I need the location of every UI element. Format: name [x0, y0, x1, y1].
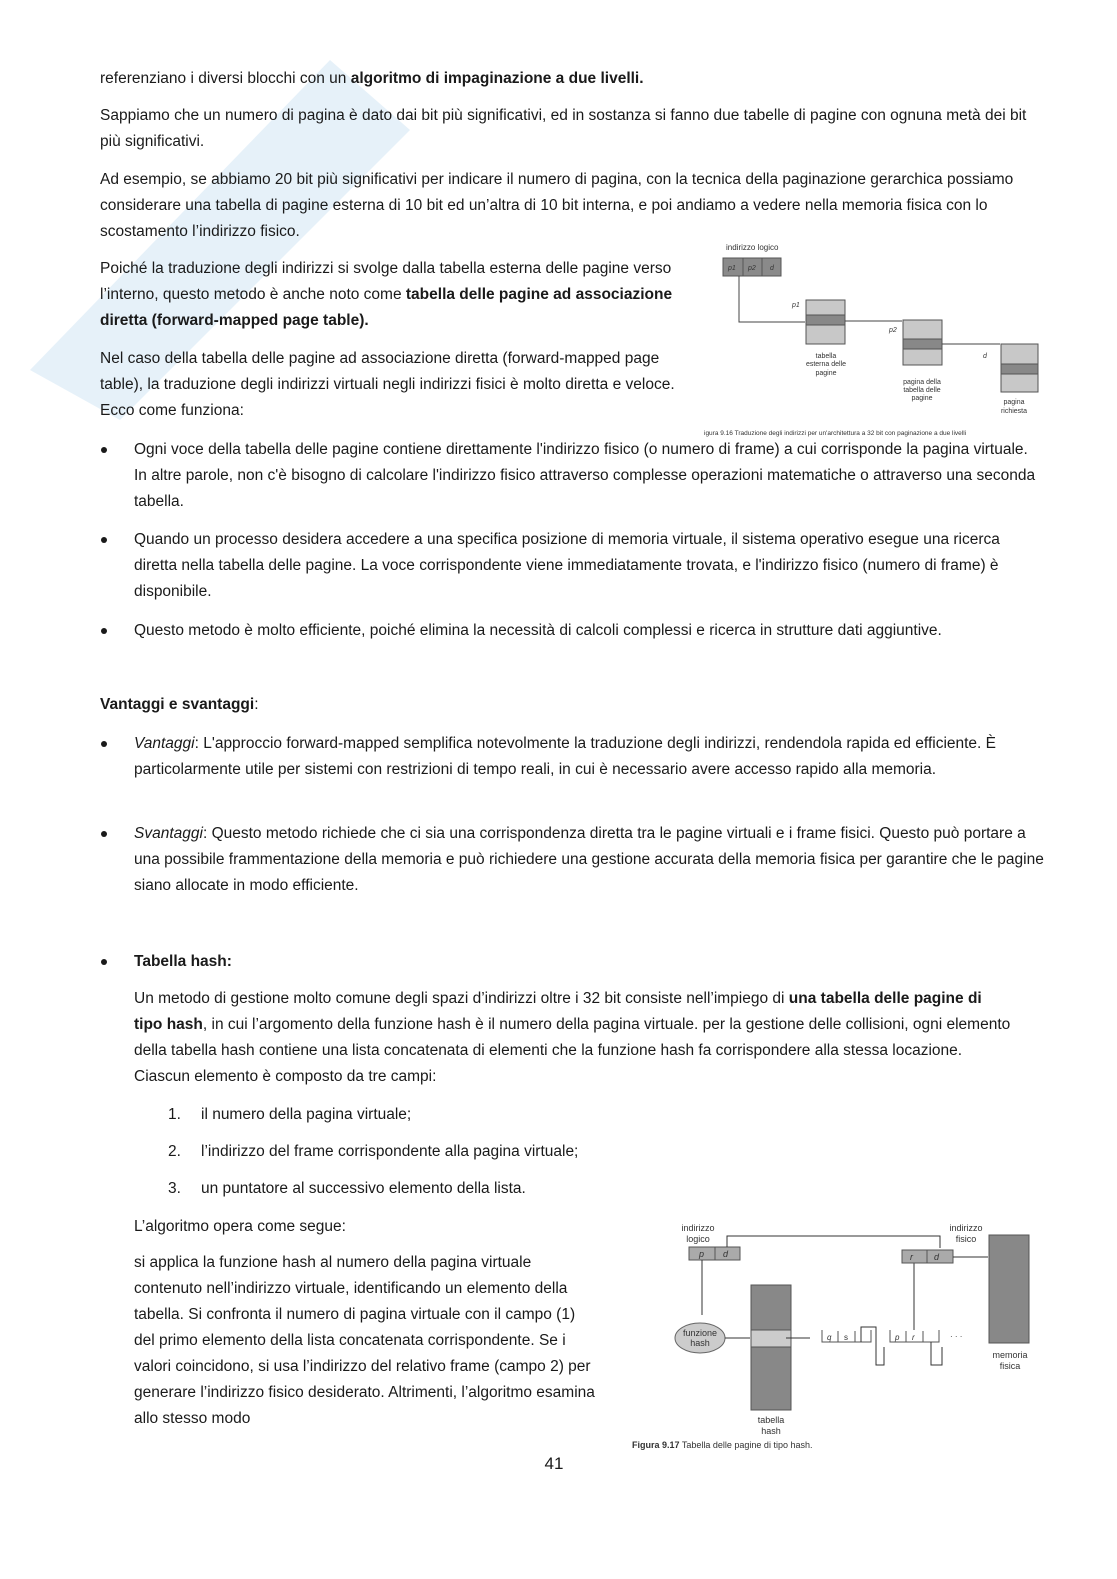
fig-label: memoria [992, 1350, 1028, 1360]
fig-field: r [910, 1252, 913, 1262]
list-item: un puntatore al successivo elemento della lista. [201, 1180, 526, 1197]
fig-label: pagine [911, 395, 933, 402]
bullet-icon [100, 437, 108, 463]
list-item: Questo metodo è molto efficiente, poiché elimina la necessità di calcoli complessi e ricerca in strutture dati aggiuntive. [134, 622, 942, 639]
list-number: 3. [168, 1180, 181, 1197]
paragraph: Nel caso della tabella delle pagine ad associazione diretta (forward-mapped page table), la traduzione degli indirizzi virtuali negli indirizzi fisici è molto diretta e veloce. Ecco come funziona: [100, 350, 675, 419]
fig-label: indirizzo [681, 1223, 715, 1233]
fig-label: pagina della [903, 379, 941, 386]
list-item: Vantaggi: L'approccio forward-mapped semplifica notevolmente la traduzione degli indirizzi, rendendola rapida ed efficiente. È particolarmente utile per sistemi con restrizioni di tempo reali, in cui è necessario avere accesso rapido alla memoria. [134, 735, 997, 778]
fig-label: pagine [815, 370, 837, 377]
fig-label: hash [690, 1338, 710, 1348]
bullet-icon [100, 821, 108, 847]
fig-label: fisico [955, 1234, 977, 1244]
fig-label: d [983, 353, 987, 360]
bullet-icon [100, 618, 108, 644]
list-item: Ogni voce della tabella delle pagine contiene direttamente l'indirizzo fisico (o numero di frame) a cui corrisponde la pagina virtuale. In altre parole, non c'è bisogno di calcolare l'indirizzo fisico attraverso complesse operazioni matematiche o attraverso una seconda tabella. [134, 441, 1036, 510]
bullet-icon [100, 949, 108, 975]
fig-label: p2 [889, 327, 897, 334]
svg-text:Figura 9.17 Tabella delle pagi [632, 1440, 812, 1450]
fig-field: d [770, 265, 774, 272]
list-number: 2. [168, 1143, 181, 1160]
fig-label: p1 [792, 302, 800, 309]
paragraph: Poiché la traduzione degli indirizzi si svolge dalla tabella esterna delle pagine verso l’interno, questo metodo è anche noto come tabella delle pagine ad associazione diretta (forward-mapped page table). [100, 260, 673, 329]
fig-label: tabella [815, 353, 837, 360]
paragraph: referenziano i diversi blocchi con un algoritmo di impaginazione a due livelli. [100, 70, 644, 87]
page-number: 41 [544, 1454, 564, 1473]
fig-field: q [827, 1333, 832, 1342]
paragraph: si applica la funzione hash al numero della pagina virtuale contenuto nell’indirizzo virtuale, identificando un elemento della tabella. Si confronta il numero di pagina virtuale con il campo (1) del primo elemento della lista concatenata corrispondente. Se i valori coincidono, si usa l’indirizzo del relativo frame (campo 2) per generare l’indirizzo fisico desiderato. Altrimenti, l’algoritmo esamina allo stesso modo [134, 1254, 595, 1427]
fig-label: · · · [950, 1332, 963, 1341]
figure-caption: igura 9.16 Traduzione degli indirizzi per un'architettura a 32 bit con paginazione a due livelli [704, 430, 967, 437]
fig-label: tabella delle [903, 387, 941, 394]
list-number: 1. [168, 1106, 181, 1123]
figure-caption-label: Figura 9.17 [632, 1440, 680, 1450]
fig-field: d [723, 1249, 729, 1259]
fig-field: p1 [728, 265, 736, 272]
list-item: l’indirizzo del frame corrispondente alla pagina virtuale; [201, 1143, 579, 1160]
fig-label: tabella [757, 1415, 785, 1425]
fig-field: d [934, 1252, 940, 1262]
bullet-icon [100, 731, 108, 757]
list-item: Quando un processo desidera accedere a una specifica posizione di memoria virtuale, il sistema operativo esegue una ricerca diretta nella tabella delle pagine. La voce corrispondente viene immediatamente trovata, e l'indirizzo fisico (numero di frame) è disponibile. [134, 531, 1000, 600]
fig-label: logico [686, 1234, 710, 1244]
list-item: il numero della pagina virtuale; [201, 1106, 412, 1123]
figure-two-level-paging [700, 238, 1045, 440]
figure-hash-page-table [620, 1215, 1040, 1455]
fig-field: p2 [748, 265, 756, 272]
fig-label: fisica [999, 1361, 1021, 1371]
fig-label: indirizzo [949, 1223, 983, 1233]
paragraph: Un metodo di gestione molto comune degli spazi d’indirizzi oltre i 32 bit consiste nell’impiego di una tabella delle pagine di tipo hash, in cui l’argomento della funzione hash è il numero della pagina virtuale. per la gestione delle collisioni, ogni elemento della tabella hash contiene una lista concatenata di elementi che la funzione hash fa corrispondere alla stessa locazione. Ciascun elemento è composto da tre campi: [134, 990, 1011, 1085]
bullet-icon [100, 527, 108, 553]
figure-caption: Tabella delle pagine di tipo hash. [679, 1440, 813, 1450]
fig-label: esterna delle [805, 361, 847, 368]
fig-label: indirizzo logico [726, 243, 779, 252]
list-item: Svantaggi: Questo metodo richiede che ci sia una corrispondenza diretta tra le pagine virtuali e i frame fisici. Questo può portare a una possibile frammentazione della memoria e può richiedere una gestione accurata della memoria fisica per garantire che le pagine siano allocate in modo efficiente. [134, 825, 1044, 894]
fig-field: r [912, 1333, 915, 1342]
section-heading: Tabella hash: [134, 953, 232, 970]
fig-field: p [895, 1333, 900, 1342]
fig-field: p [699, 1249, 705, 1259]
fig-label: richiesta [1000, 408, 1028, 415]
paragraph: Sappiamo che un numero di pagina è dato dai bit più significativi, ed in sostanza si fanno due tabelle di pagine con ognuna metà dei bit più significativi. [100, 107, 1027, 150]
fig-label: funzione [682, 1328, 718, 1338]
section-heading: Vantaggi e svantaggi: [100, 696, 259, 713]
paragraph: Ad esempio, se abbiamo 20 bit più significativi per indicare il numero di pagina, con la tecnica della paginazione gerarchica possiamo considerare una tabella di pagine esterna di 10 bit ed un’altra di 10 bit interna, e poi andiamo a vedere nella memoria fisica con lo scostamento l’indirizzo fisico. [100, 171, 1014, 240]
fig-field: s [844, 1333, 848, 1342]
fig-label: hash [761, 1426, 781, 1436]
paragraph: L’algoritmo opera come segue: [134, 1218, 346, 1235]
fig-label: pagina [1003, 399, 1025, 406]
